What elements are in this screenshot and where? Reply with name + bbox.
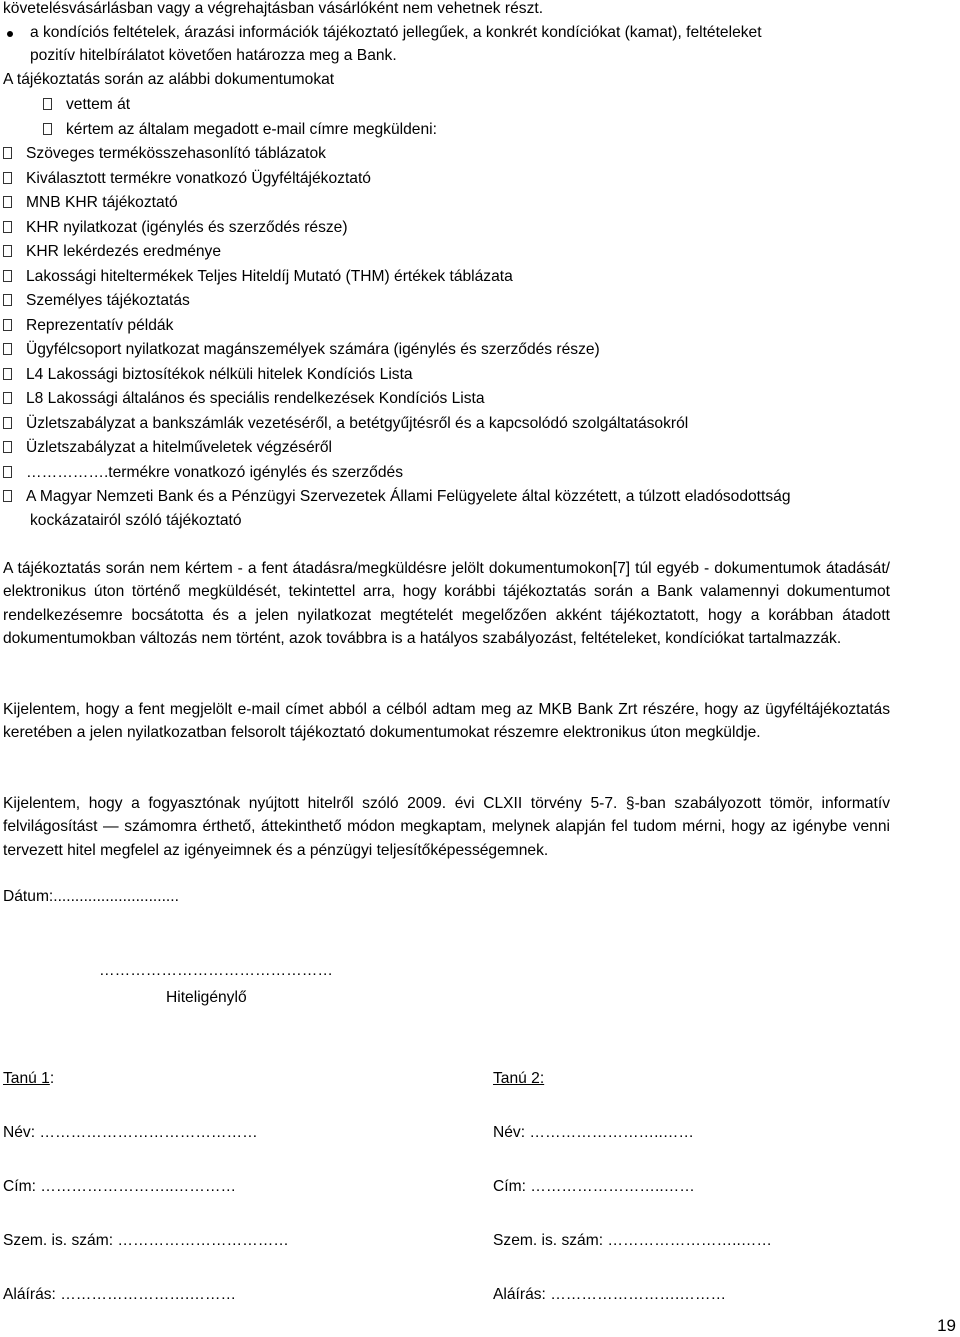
witness-1-address-field[interactable]: Cím: ……………………..………… <box>3 1178 237 1195</box>
doc-item[interactable] <box>3 268 513 286</box>
doc-item[interactable] <box>3 219 348 237</box>
applicant-label: Hiteligénylő <box>166 989 247 1006</box>
checkbox-icon[interactable] <box>43 98 52 110</box>
doc-label-continued: kockázatairól szóló tájékoztató <box>30 512 242 529</box>
documents-intro: A tájékoztatás során az alábbi dokumentumokat <box>3 71 335 88</box>
checkbox-icon[interactable] <box>3 441 12 453</box>
signature-line[interactable]: ……………………………………… <box>99 962 333 979</box>
doc-item[interactable] <box>3 243 221 261</box>
doc-label: A Magyar Nemzeti Bank és a Pénzügyi Szervezetek Állami Felügyelete által közzétett, a túlzott eladósodottság <box>26 488 791 505</box>
witness-2-address-field[interactable]: Cím: ……………………..…… <box>493 1178 695 1195</box>
doc-item[interactable] <box>3 317 173 335</box>
doc-item[interactable] <box>3 415 688 433</box>
doc-label: Lakossági hiteltermékek Teljes Hiteldíj Mutató (THM) értékek táblázata <box>26 268 513 285</box>
checkbox-icon[interactable] <box>3 270 12 282</box>
option-received-label: vettem át <box>66 96 131 113</box>
checkbox-icon[interactable] <box>3 245 12 257</box>
doc-label: L4 Lakossági biztosítékok nélküli hitelek Kondíciós Lista <box>26 366 413 383</box>
witness-2-signature-field[interactable]: Aláírás: …………………….……… <box>493 1286 727 1303</box>
date-field[interactable]: Dátum:............................. <box>3 888 179 905</box>
checkbox-icon[interactable] <box>3 392 12 404</box>
doc-item[interactable] <box>3 170 371 188</box>
doc-item[interactable] <box>3 439 332 457</box>
witness-2-id-field[interactable]: Szem. is. szám: ……………………..…… <box>493 1232 772 1249</box>
doc-label: Ügyfélcsoport nyilatkozat magánszemélyek számára (igénylés és szerződés része) <box>26 341 600 358</box>
doc-label: Személyes tájékoztatás <box>26 292 190 309</box>
doc-label: L8 Lakossági általános és speciális rendelkezések Kondíciós Lista <box>26 390 485 407</box>
doc-label: KHR lekérdezés eredménye <box>26 243 222 260</box>
page-number: 19 <box>937 1316 956 1335</box>
checkbox-icon[interactable] <box>3 221 12 233</box>
checkbox-icon[interactable] <box>3 172 12 184</box>
doc-item[interactable] <box>3 341 600 359</box>
checkbox-icon[interactable] <box>3 466 12 478</box>
doc-item[interactable] <box>3 390 485 408</box>
checkbox-icon[interactable] <box>3 343 12 355</box>
doc-label: KHR nyilatkozat (igénylés és szerződés része) <box>26 219 348 236</box>
checkbox-icon[interactable] <box>3 417 12 429</box>
doc-item[interactable] <box>3 292 190 310</box>
doc-item[interactable] <box>3 194 178 212</box>
checkbox-icon[interactable] <box>3 319 12 331</box>
doc-item[interactable] <box>3 488 791 506</box>
witness-2-name-field[interactable]: Név: ……………………..…… <box>493 1124 694 1141</box>
witness-1-id-field[interactable]: Szem. is. szám: …………………………… <box>3 1232 289 1249</box>
bullet-dot <box>7 31 13 37</box>
doc-label: Reprezentatív példák <box>26 317 174 334</box>
option-email-label: kértem az általam megadott e-mail címre megküldeni: <box>66 121 437 138</box>
doc-label: Kiválasztott termékre vonatkozó Ügyféltájékoztató <box>26 170 371 187</box>
witness-1-title: Tanú 1 <box>3 1070 50 1087</box>
doc-item[interactable] <box>3 464 403 482</box>
witness-1-colon: : <box>49 1070 55 1087</box>
checkbox-icon[interactable] <box>43 123 52 135</box>
witness-1-name-field[interactable]: Név: …………………………………… <box>3 1124 258 1141</box>
doc-label: Üzletszabályzat a hitelműveletek végzéséről <box>26 439 332 456</box>
checkbox-icon[interactable] <box>3 196 12 208</box>
doc-label: Szöveges termékösszehasonlító táblázatok <box>26 145 326 162</box>
checkbox-icon[interactable] <box>3 147 12 159</box>
option-received[interactable] <box>43 96 130 114</box>
witness-1-heading <box>3 1070 54 1088</box>
declaration-paragraph-3: Kijelentem, hogy a fogyasztónak nyújtott hitelről szóló 2009. évi CLXII törvény 5-7. §-ban szabályozott tömör, informatív felvilágosítást — számomra érthető, áttekinthető módon megkaptam, melynek alapján fel tudom mérni, hogy az igénybe venni tervezett hitel megfelel az igényeimnek és a pénzügyi teljesítőképességemnek. <box>3 795 890 859</box>
bullet-text-line-2: pozitív hitelbírálatot követően határozza meg a Bank. <box>30 47 397 64</box>
doc-item[interactable] <box>3 366 413 384</box>
declaration-paragraph-2: Kijelentem, hogy a fent megjelölt e-mail címet abból a célból adtam meg az MKB Bank Zrt részére, hogy az ügyféltájékoztatás keretében a jelen nyilatkozatban felsorolt tájékoztató dokumentumokat részemre elektronikus úton megküldje. <box>3 701 890 742</box>
doc-label: Üzletszabályzat a bankszámlák vezetéséről, a betétgyűjtésről és a kapcsolódó szolgáltatásokról <box>26 415 689 432</box>
doc-item[interactable] <box>3 145 326 163</box>
checkbox-icon[interactable] <box>3 490 12 502</box>
checkbox-icon[interactable] <box>3 368 12 380</box>
doc-label: MNB KHR tájékoztató <box>26 194 178 211</box>
witness-2-title: Tanú 2: <box>493 1070 545 1087</box>
bullet-text-line-1: a kondíciós feltételek, árazási információk tájékoztató jellegűek, a konkrét kondíciókat (kamat), feltételeket <box>30 24 762 41</box>
checkbox-icon[interactable] <box>3 294 12 306</box>
witness-1-signature-field[interactable]: Aláírás: …………………….……… <box>3 1286 237 1303</box>
doc-label: …………….termékre vonatkozó igénylés és szerződés <box>26 464 403 481</box>
declaration-paragraph-1: A tájékoztatás során nem kértem - a fent átadásra/megküldésre jelölt dokumentumokon[7] túl egyéb - dokumentumok átadását/ elektronikus úton történő megküldését, tekintettel arra, hogy korábbi tájékoztatás során a Bank valamennyi dokumentumot rendelkezésemre bocsátotta és a jelen nyilatkozat megtételét megelőzően akként tájékoztatott, hogy a korábban átadott dokumentumokban változás nem történt, azok továbbra is a hatályos szabályozást, feltételeket, kondíciókat tartalmazzák. <box>3 560 890 648</box>
option-email[interactable] <box>43 121 437 139</box>
continuation-line: követelésvásárlásban vagy a végrehajtásban vásárlóként nem vehetnek részt. <box>3 0 544 17</box>
